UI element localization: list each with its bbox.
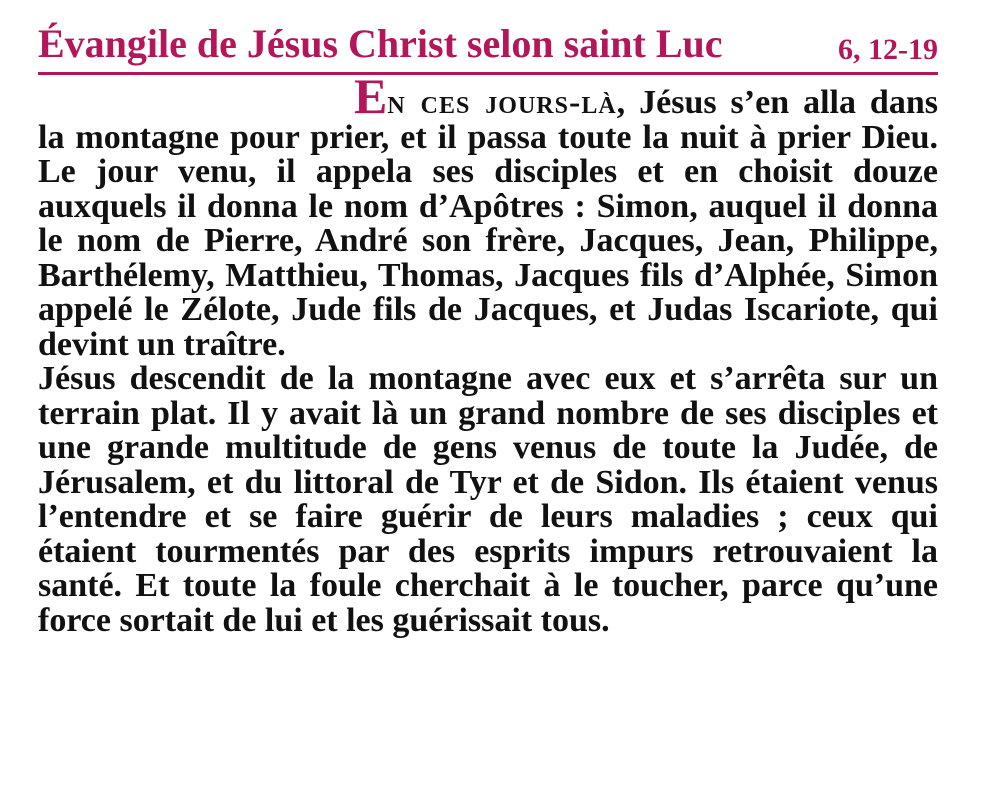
verse-reference: 6, 12-19 [838,33,938,66]
drop-cap: E [354,68,388,124]
paragraph-2-text: Jésus descendit de la montagne avec eux et s’arrêta sur un terrain plat. Il y avait là un grand nombre de ses disciples et une grande multitude de gens venus de toute la Judée, de Jérusalem, et du littoral de Tyr et de Sidon. Ils étaient venus l’entendre et se faire guérir de leurs maladies ; ceux qui étaient tourmentés par des esprits impurs retrouvaient la santé. Et toute la foule cherchait à le toucher, parce qu’une force sortait de lui et les guérissait tous. [38,360,938,639]
gospel-page [38,22,938,638]
gospel-paragraph-2 [38,362,938,638]
gospel-paragraph-1 [38,68,938,363]
gospel-title: Évangile de Jésus Christ selon saint Luc [38,21,723,66]
opening-small-caps: n ces jours-là [387,84,617,121]
gospel-header [38,22,938,75]
paragraph-1-text: , Jésus s’en alla dans la montagne pour prier, et il passa toute la nuit à prier Dieu. Le jour venu, il appela ses disciples et en choisit douze auxquels il donna le nom d’Apôtres : Simon, auquel il donna le nom de Pierre, André son frère, Jacques, Jean, Philippe, Barthélemy, Matthieu, Thomas, Jacques fils d’Alphée, Simon appelé le Zélote, Jude fils de Jacques, et Judas Iscariote, qui devint un traître. [38,84,938,363]
